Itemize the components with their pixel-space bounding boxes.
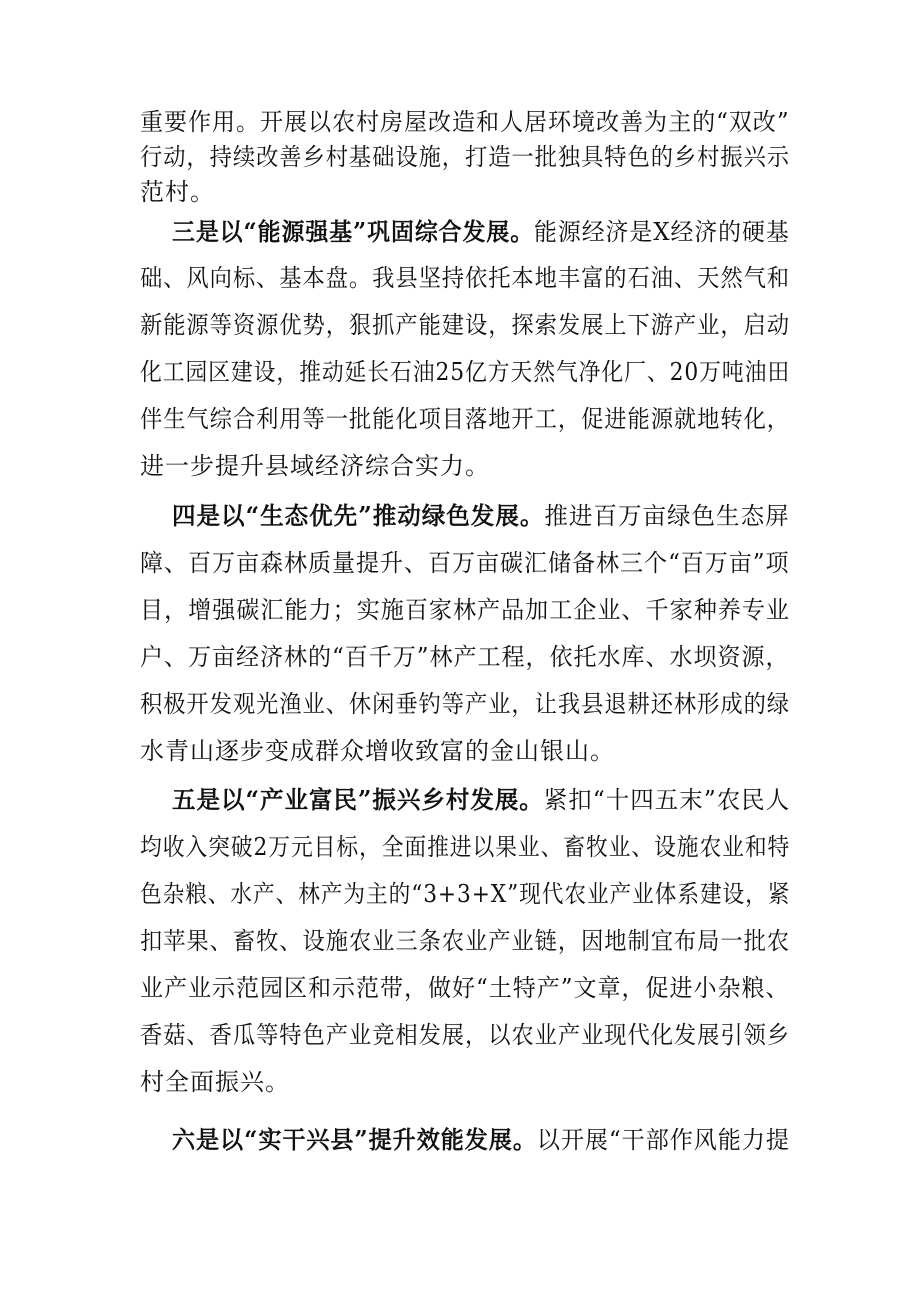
text-line — [140, 968, 790, 1008]
line-text: 香菇、香瓜等特色产业竞相发展，以农业产业现代化发展引领乡 — [140, 1021, 790, 1049]
line-text: 业产业示范园区和示范带，做好“土特产”文章，促进小杂粮、 — [140, 974, 790, 1002]
line-text: 进一步提升县域经济综合实力。 — [140, 452, 490, 480]
line-text: 化工园区建设，推动延长石油25亿方天然气净化厂、20万吨油田 — [140, 358, 791, 386]
line-text: 积极开发观光渔业、休闲垂钓等产业，让我县退耕还林形成的绿 — [140, 690, 790, 718]
line-text: 目，增强碳汇能力；实施百家林产品加工企业、千家种养专业 — [140, 596, 790, 624]
paragraph-first-line — [172, 1120, 790, 1160]
line-text: 村全面振兴。 — [140, 1068, 290, 1096]
paragraph-first-line — [172, 780, 790, 820]
line-text: 以开展“干部作风能力提 — [536, 1126, 790, 1154]
text-line — [140, 352, 790, 392]
line-text: 范村。 — [140, 178, 215, 206]
paragraph-first-line — [172, 212, 790, 252]
text-line — [140, 258, 790, 298]
line-text: 行动，持续改善乡村基础设施，打造一批独具特色的乡村振兴示 — [140, 143, 790, 171]
text-line — [140, 172, 790, 212]
text-line — [140, 637, 790, 677]
line-text: 能源经济是X经济的硬基 — [534, 218, 790, 246]
text-line — [140, 446, 790, 486]
line-text: 伴生气综合利用等一批能化项目落地开工，促进能源就地转化， — [140, 405, 790, 433]
paragraph-heading: 五是以“产业富民”振兴乡村发展。 — [172, 785, 544, 814]
text-line — [140, 827, 790, 867]
line-text: 水青山逐步变成群众增收致富的金山银山。 — [140, 737, 615, 765]
line-text: 障、百万亩森林质量提升、百万亩碳汇储备林三个“百万亩”项 — [140, 549, 790, 577]
text-line — [140, 874, 790, 914]
paragraph-heading: 三是以“能源强基”巩固综合发展。 — [172, 217, 535, 246]
line-text: 扣苹果、畜牧、设施农业三条农业产业链，因地制宜布局一批农 — [140, 927, 790, 955]
line-text: 色杂粮、水产、林产为主的“3+3+X”现代农业产业体系建设，紧 — [140, 880, 791, 908]
line-text: 户、万亩经济林的“百千万”林产工程，依托水库、水坝资源， — [140, 643, 790, 671]
text-line — [140, 543, 790, 583]
line-text: 新能源等资源优势，狠抓产能建设，探索发展上下游产业，启动 — [140, 311, 790, 339]
line-text: 紧扣“十四五末”农民人 — [543, 786, 791, 814]
text-line — [140, 731, 790, 771]
line-text: 重要作用。开展以农村房屋改造和人居环境改善为主的“双改” — [140, 108, 790, 136]
text-line — [140, 102, 790, 142]
text-line — [140, 1015, 790, 1055]
paragraph-heading: 六是以“实干兴县”提升效能发展。 — [172, 1125, 537, 1154]
text-line — [140, 399, 790, 439]
line-text: 推进百万亩绿色生态屏 — [544, 502, 790, 530]
text-line — [140, 137, 790, 177]
text-line — [140, 1062, 790, 1102]
line-text: 均收入突破2万元目标，全面推进以果业、畜牧业、设施农业和特 — [140, 833, 791, 861]
paragraph-first-line — [172, 496, 790, 536]
text-line — [140, 684, 790, 724]
paragraph-heading: 四是以“生态优先”推动绿色发展。 — [172, 501, 545, 530]
line-text: 础、风向标、基本盘。我县坚持依托本地丰富的石油、天然气和 — [140, 264, 790, 292]
text-line — [140, 921, 790, 961]
text-line — [140, 305, 790, 345]
text-line — [140, 590, 790, 630]
